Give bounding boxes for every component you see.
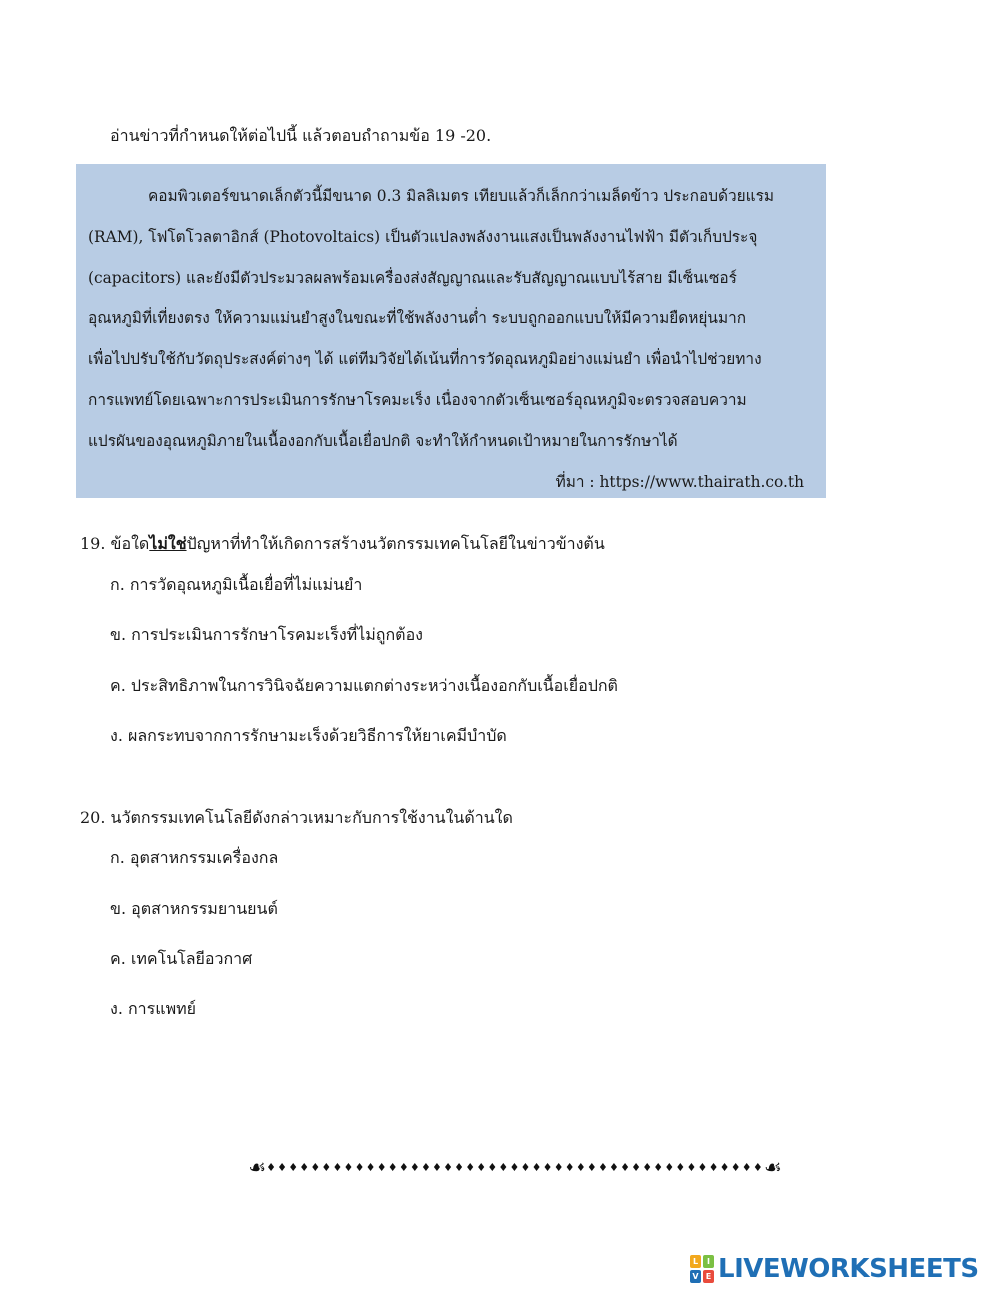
question-19-emphasis: ไม่ใช่ xyxy=(149,534,187,553)
liveworksheets-logo[interactable] xyxy=(690,1252,979,1286)
instruction-text: อ่านข่าวที่กำหนดให้ต่อไปนี้ แล้วตอบถำถามข้อ 19 -20. xyxy=(110,126,492,145)
question-19-suffix: ปัญหาที่ทำให้เกิดการสร้างนวัตกรรมเทคโนโลยีในข่าวข้างต้น xyxy=(186,534,605,553)
question-20-stem: 20. นวัตกรรมเทคโนโลยีดังกล่าวเหมาะกับการใช้งานในด้านใด xyxy=(80,808,513,827)
news-line: (capacitors) และยังมีตัวประมวลผลพร้อมเครื่องส่งสัญญาณและรับสัญญาณแบบไร้สาย มีเซ็นเซอร์ xyxy=(88,268,737,287)
flourish-left-icon: ☙ xyxy=(248,1155,267,1179)
news-line: แปรผันของอุณหภูมิภายในเนื้องอกกับเนื้อเยื่อปกติ จะทำให้กำหนดเป้าหมายในการรักษาได้ xyxy=(88,431,678,450)
logo-tile: V xyxy=(690,1270,701,1283)
flourish-right-icon: ☙ xyxy=(763,1155,782,1179)
news-line: อุณหภูมิที่เที่ยงตรง ให้ความแม่นยำสูงในขณะที่ใช้พลังงานต่ำ ระบบถูกออกแบบให้มีความยืดหยุ่นมาก xyxy=(88,309,747,328)
logo-tile: E xyxy=(703,1270,714,1283)
question-19-prefix: 19. ข้อใด xyxy=(80,534,150,553)
liveworksheets-icon xyxy=(690,1255,714,1283)
news-box xyxy=(76,164,826,498)
question-19-option-c[interactable]: ค. ประสิทธิภาพในการวินิจฉัยความแตกต่างระหว่างเนื้องอกกับเนื้อเยื่อปกติ xyxy=(110,676,618,695)
question-20-option-b[interactable]: ข. อุตสาหกรรมยานยนต์ xyxy=(110,899,278,918)
question-19-stem xyxy=(80,532,605,557)
news-line: คอมพิวเตอร์ขนาดเล็กตัวนี้มีขนาด 0.3 มิลลิเมตร เทียบแล้วก็เล็กกว่าเมล็ดข้าว ประกอบด้วยแรม xyxy=(148,187,775,205)
diamond-row: ♦♦♦♦♦♦♦♦♦♦♦♦♦♦♦♦♦♦♦♦♦♦♦♦♦♦♦♦♦♦♦♦♦♦♦♦♦♦♦♦♦♦♦♦♦ xyxy=(266,1160,764,1174)
news-line: การแพทย์โดยเฉพาะการประเมินการรักษาโรคมะเร็ง เนื่องจากตัวเซ็นเซอร์อุณหภูมิจะตรวจสอบความ xyxy=(88,390,747,409)
question-19-option-a[interactable]: ก. การวัดอุณหภูมิเนื้อเยื่อที่ไม่แม่นยำ xyxy=(110,575,363,594)
news-line: เพื่อไปปรับใช้กับวัตถุประสงค์ต่างๆ ได้ แต่ทีมวิจัยได้เน้นที่การวัดอุณหภูมิอย่างแม่นยำ เพื่อนำไปช่วยทาง xyxy=(88,350,762,369)
ornamental-divider xyxy=(248,1154,782,1180)
question-20-option-d[interactable]: ง. การแพทย์ xyxy=(110,999,197,1018)
logo-tile: L xyxy=(690,1255,701,1268)
news-line: (RAM), โฟโตโวลตาอิกส์ (Photovoltaics) เป็นตัวแปลงพลังงานแสงเป็นพลังงานไฟฟ้า มีตัวเก็บประจุ xyxy=(88,227,758,246)
news-source: ที่มา : https://www.thairath.co.th xyxy=(555,472,804,491)
question-20-option-a[interactable]: ก. อุตสาหกรรมเครื่องกล xyxy=(110,848,279,867)
brand-name: LIVEWORKSHEETS xyxy=(718,1254,979,1284)
question-19-option-d[interactable]: ง. ผลกระทบจากการรักษามะเร็งด้วยวิธีการให้ยาเคมีบำบัด xyxy=(110,726,507,745)
question-19-option-b[interactable]: ข. การประเมินการรักษาโรคมะเร็งที่ไม่ถูกต้อง xyxy=(110,625,423,644)
question-20-option-c[interactable]: ค. เทคโนโลยีอวกาศ xyxy=(110,949,253,968)
logo-tile: I xyxy=(703,1255,714,1268)
